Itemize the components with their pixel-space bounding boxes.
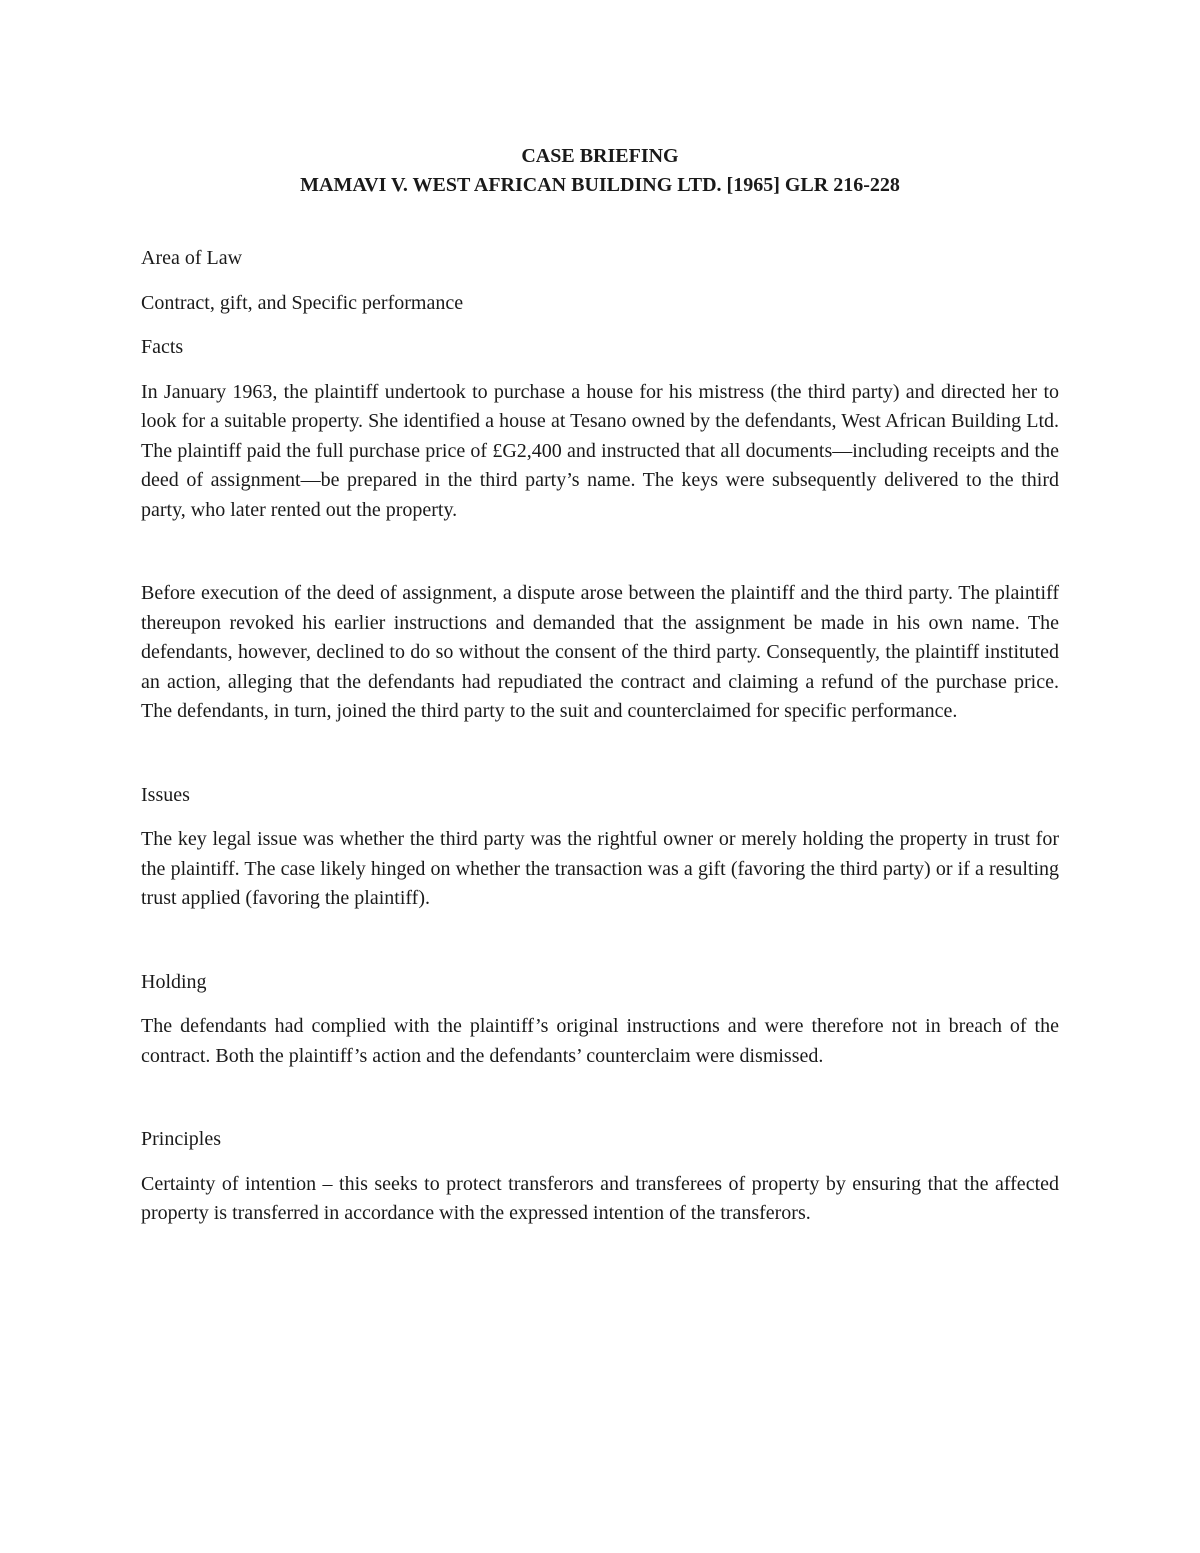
title-block: [0, 142, 1200, 200]
facts-paragraph-1: In January 1963, the plaintiff undertook to purchase a house for his mistress (the third party) and directed her to look for a suitable property. She identified a house at Tesano owned by the defendants, West African Building Ltd. The plaintiff paid the full purchase price of £G2,400 and instructed that all documents—including receipts and the deed of assignment—be prepared in the third party’s name. The keys were subsequently delivered to the third party, who later rented out the property.: [141, 380, 1059, 521]
case-citation: MAMAVI V. WEST AFRICAN BUILDING LTD. [1965] GLR 216-228: [300, 174, 900, 196]
document-body: [141, 244, 1059, 1229]
issues-heading: Issues: [141, 783, 190, 806]
holding-heading: Holding: [141, 970, 207, 993]
area-of-law-heading: Area of Law: [141, 247, 243, 269]
principles-heading: Principles: [141, 1128, 221, 1150]
principles-text: Certainty of intention – this seeks to protect transferors and transferees of property by ensuring that the affected property is transferred in accordance with the expressed intention of the transferors.: [141, 1172, 1059, 1224]
facts-heading: Facts: [141, 336, 184, 358]
document-title: CASE BRIEFING: [521, 145, 679, 167]
area-of-law-text: Contract, gift, and Specific performance: [141, 291, 464, 314]
facts-paragraph-2: Before execution of the deed of assignment, a dispute arose between the plaintiff and the third party. The plaintiff thereupon revoked his earlier instructions and demanded that the assignment be made in his own name. The defendants, however, declined to do so without the consent of the third party. Consequently, the plaintiff instituted an action, alleging that the defendants had repudiated the contract and claiming a refund of the purchase price. The defendants, in turn, joined the third party to the suit and counterclaimed for specific performance.: [141, 582, 1059, 722]
issues-text: The key legal issue was whether the third party was the rightful owner or merely holding the property in trust for the plaintiff. The case likely hinged on whether the transaction was a gift (favoring the third party) or if a resulting trust applied (favoring the plaintiff).: [141, 828, 1059, 909]
holding-text: The defendants had complied with the plaintiff’s original instructions and were therefore not in breach of the contract. Both the plaintiff’s action and the defendants’ counterclaim were dismissed.: [141, 1015, 1059, 1067]
